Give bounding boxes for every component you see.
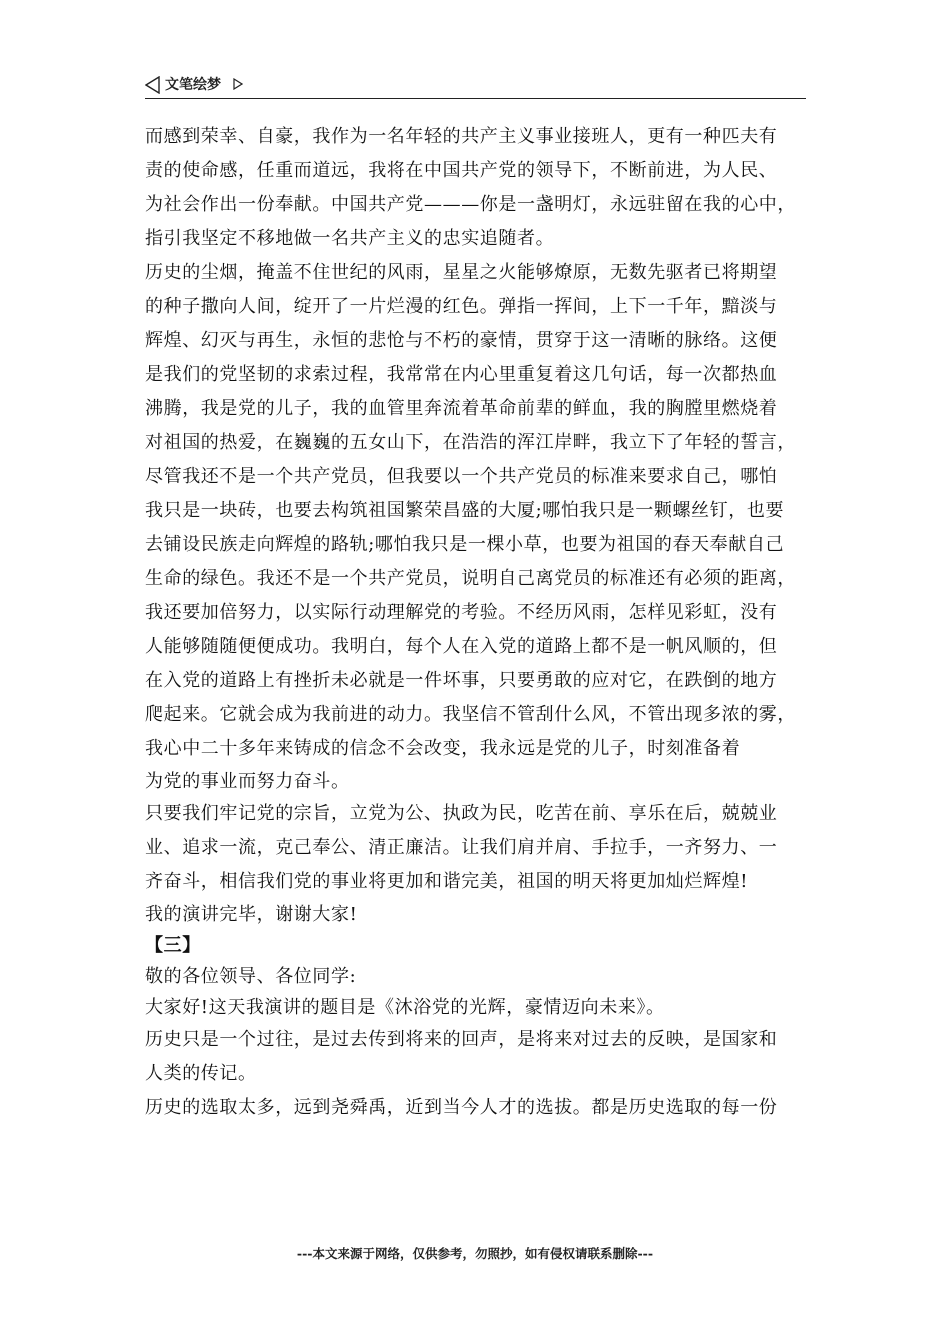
- text-line: 是我们的党坚韧的求索过程，我常常在内心里重复着这几句话，每一次都热血: [145, 364, 778, 385]
- text-line: 为党的事业而努力奋斗。: [145, 771, 350, 792]
- text-line: 对祖国的热爱，在巍巍的五女山下，在浩浩的浑江岸畔，我立下了年轻的誓言，: [145, 432, 796, 453]
- text-line: 去铺设民族走向辉煌的路轨;哪怕我只是一棵小草，也要为祖国的春天奉献自己: [145, 534, 785, 555]
- text-line: 我的演讲完毕，谢谢大家!: [145, 904, 358, 925]
- text-line: 我心中二十多年来铸成的信念不会改变，我永远是党的儿子，时刻准备着: [145, 738, 741, 759]
- section-heading: 【三】: [145, 935, 201, 956]
- text-line: 齐奋斗，相信我们党的事业将更加和谐完美，祖国的明天将更加灿烂辉煌!: [145, 871, 749, 892]
- text-line: 只要我们牢记党的宗旨，立党为公、执政为民，吃苦在前、享乐在后，兢兢业: [145, 803, 778, 824]
- text-line: 我还要加倍努力，以实际行动理解党的考验。不经历风雨，怎样见彩虹，没有: [145, 602, 778, 623]
- text-line: 历史的选取太多，远到尧舜禹，近到当今人才的选拔。都是历史选取的每一份: [145, 1097, 778, 1118]
- text-line: 为社会作出一份奉献。中国共产党———你是一盏明灯，永远驻留在我的心中，: [145, 194, 796, 215]
- text-line: 的种子撒向人间，绽开了一片烂漫的红色。弹指一挥间，上下一千年，黯淡与: [145, 296, 778, 317]
- text-line: 大家好!这天我演讲的题目是《沐浴党的光辉，豪情迈向未来》。: [145, 997, 665, 1018]
- page-header: [145, 74, 806, 98]
- text-line: 历史只是一个过往，是过去传到将来的回声，是将来对过去的反映，是国家和: [145, 1029, 778, 1050]
- text-line: 人类的传记。: [145, 1063, 257, 1084]
- text-line: 生命的绿色。我还不是一个共产党员，说明自己离党员的标准还有必须的距离，: [145, 568, 796, 589]
- text-line: 历史的尘烟，掩盖不住世纪的风雨，星星之火能够燎原，无数先驱者已将期望: [145, 262, 778, 283]
- triangle-right-outline-icon: [233, 78, 243, 90]
- text-line: 人能够随随便便成功。我明白，每个人在入党的道路上都不是一帆风顺的，但: [145, 636, 778, 657]
- text-line: 我只是一块砖，也要去构筑祖国繁荣昌盛的大厦;哪怕我只是一颗螺丝钉，也要: [145, 500, 785, 521]
- header-divider: [145, 98, 806, 99]
- text-line: 指引我坚定不移地做一名共产主义的忠实追随者。: [145, 228, 555, 249]
- text-line: 爬起来。它就会成为我前进的动力。我坚信不管刮什么风，不管出现多浓的雾，: [145, 704, 796, 725]
- triangle-left-outline-icon: [145, 76, 161, 94]
- brand-name: 文笔绘梦: [165, 77, 221, 93]
- document-body: [145, 120, 815, 1125]
- text-line: 敬的各位领导、各位同学:: [145, 966, 357, 987]
- text-line: 沸腾，我是党的儿子，我的血管里奔流着革命前辈的鲜血，我的胸膛里燃烧着: [145, 398, 778, 419]
- text-line: 尽管我还不是一个共产党员，但我要以一个共产党员的标准来要求自己，哪怕: [145, 466, 778, 487]
- text-line: 而感到荣幸、自豪，我作为一名年轻的共产主义事业接班人，更有一种匹夫有: [145, 126, 778, 147]
- text-line: 业、追求一流，克己奉公、清正廉洁。让我们肩并肩、手拉手，一齐努力、一: [145, 837, 778, 858]
- text-line: 责的使命感，任重而道远，我将在中国共产党的领导下，不断前进，为人民、: [145, 160, 778, 181]
- text-line: 在入党的道路上有挫折未必就是一件坏事，只要勇敢的应对它，在跌倒的地方: [145, 670, 778, 691]
- page-footer: ---本文来源于网络，仅供参考，勿照抄，如有侵权请联系删除---: [296, 1246, 654, 1261]
- text-line: 辉煌、幻灭与再生，永恒的悲怆与不朽的豪情，贯穿于这一清晰的脉络。这便: [145, 330, 778, 351]
